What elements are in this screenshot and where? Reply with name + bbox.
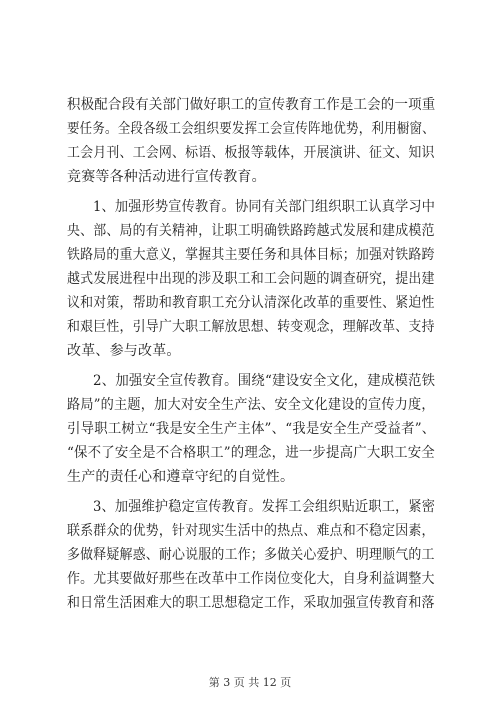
text-line: 引导职工树立“我是安全生产主体”、“我是安全生产受益者”、 <box>67 421 436 437</box>
text-line: 工会月刊、工会网、标语、板报等载体，开展演讲、征文、知识 <box>67 145 435 161</box>
text-line: 铁路局的重大意义，掌握其主要任务和具体目标；加强对铁路跨 <box>67 247 435 263</box>
page-footer <box>0 676 500 690</box>
text-line: 联系群众的优势，针对现实生活中的热点、难点和不稳定因素， <box>67 523 435 539</box>
text-line: 多做释疑解惑、耐心说服的工作；多做关心爱护、明理顺气的工 <box>67 547 435 563</box>
text-line: 作。尤其要做好那些在改革中工作岗位变化大，自身利益调整大 <box>67 571 435 587</box>
paragraph-heading: 1、加强形势宣传教育。协同有关部门组织职工认真学习中 <box>93 199 436 215</box>
text-line: 生产的责任心和遵章守纪的自觉性。 <box>67 469 295 485</box>
text-line: 改革、参与改革。 <box>67 343 181 359</box>
text-line: 和艰巨性，引导广大职工解放思想、转变观念，理解改革、支持 <box>67 319 435 335</box>
text-line: 路局”的主题，加大对安全生产法、安全文化建设的宣传力度， <box>67 397 435 413</box>
text-line: “保不了安全是不合格职工”的理念，进一步提高广大职工安全 <box>67 445 435 461</box>
paragraph-heading: 3、加强维护稳定宣传教育。发挥工会组织贴近职工，紧密 <box>93 499 436 515</box>
page-number-label: 第 3 页 共 12 页 <box>208 676 292 689</box>
text-line: 和日常生活困难大的职工思想稳定工作，采取加强宣传教育和落 <box>67 595 435 611</box>
text-line: 积极配合段有关部门做好职工的宣传教育工作是工会的一项重 <box>67 97 436 113</box>
text-line: 要任务。全段各级工会组织要发挥工会宣传阵地优势，利用橱窗、 <box>67 121 435 137</box>
paragraph-heading: 2、加强安全宣传教育。围绕“建设安全文化，建成模范铁 <box>93 373 436 389</box>
text-line: 竞赛等各种活动进行宣传教育。 <box>67 169 266 185</box>
text-line: 议和对策，帮助和教育职工充分认清深化改革的重要性、紧迫性 <box>67 295 435 311</box>
text-line: 越式发展进程中出现的涉及职工和工会问题的调查研究，提出建 <box>67 271 435 287</box>
text-line: 央、部、局的有关精神，让职工明确铁路跨越式发展和建成模范 <box>67 223 435 239</box>
